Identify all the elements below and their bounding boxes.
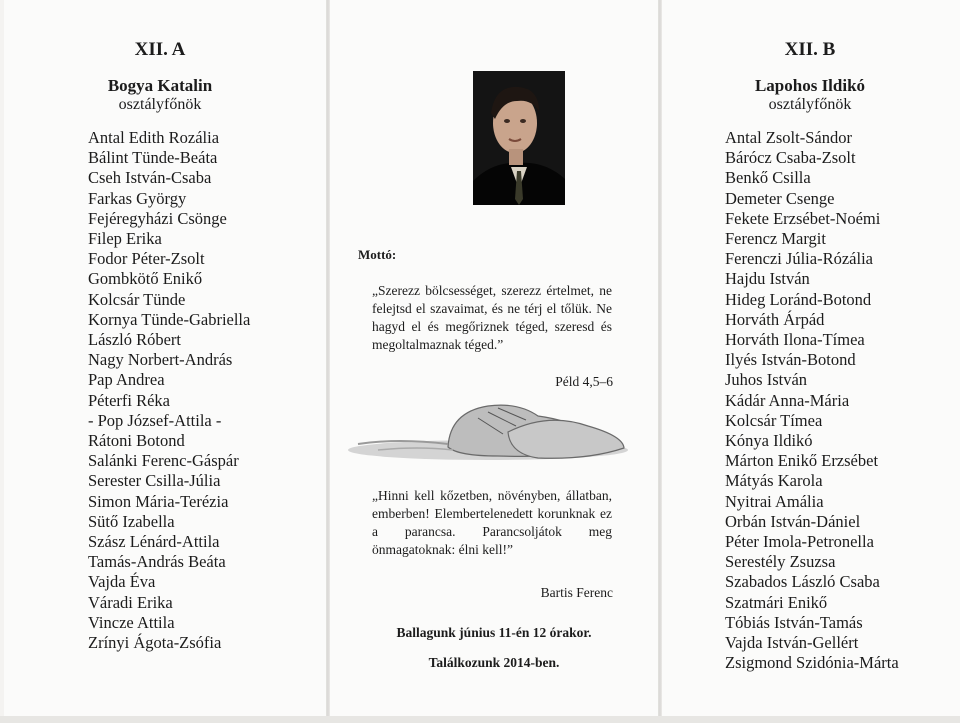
student-name: Cseh István-Csaba [88, 168, 212, 188]
student-name: Péter Imola-Petronella [725, 532, 874, 552]
student-name: Nagy Norbert-András [88, 350, 233, 370]
teacher-role-b: osztályfőnök [768, 96, 852, 113]
student-name: Váradi Erika [88, 592, 173, 612]
class-title-b: XII. B [784, 39, 836, 60]
student-name: Hajdu István [725, 269, 810, 289]
student-name: Bálint Tünde-Beáta [88, 148, 218, 168]
student-name: Vajda Éva [88, 572, 156, 592]
student-name: Szatmári Enikő [725, 592, 828, 612]
class-title-a: XII. A [134, 39, 186, 60]
student-name: Fodor Péter-Zsolt [88, 249, 205, 269]
student-name: Vincze Attila [88, 612, 175, 632]
student-name: Horváth Ilona-Tímea [725, 330, 865, 350]
motto-label: Mottó: [358, 247, 397, 262]
student-name: Szabados László Csaba [725, 572, 880, 592]
student-name: Farkas György [88, 188, 187, 208]
teacher-name-b: Lapohos Ildikó [754, 76, 866, 95]
student-name: Kádár Anna-Mária [725, 390, 850, 410]
student-name: Kornya Tünde-Gabriella [88, 309, 251, 329]
student-name: Kónya Ildikó [725, 431, 813, 451]
student-name: Gombkötő Enikő [88, 269, 203, 289]
student-name: Vajda István-Gellért [725, 633, 859, 653]
student-name: Szász Lénárd-Attila [88, 532, 220, 552]
student-name: Orbán István-Dániel [725, 511, 861, 531]
student-name: Hideg Loránd-Botond [725, 289, 872, 309]
student-name: Zsigmond Szidónia-Márta [725, 653, 899, 673]
student-name: László Róbert [88, 330, 182, 350]
student-name: Serestély Zsuzsa [725, 552, 836, 572]
student-name: Nyitrai Amália [725, 491, 824, 511]
student-name: Bárócz Csaba-Zsolt [725, 148, 856, 168]
student-name: Salánki Ferenc-Gáspár [88, 451, 239, 471]
citation-bible: Péld 4,5–6 [555, 374, 613, 389]
student-name: Fejéregyházi Csönge [88, 208, 227, 228]
quote-bartis: „Hinni kell kőzetben, növényben, állatban, emberben! Elembertelenedett korunknak ez a parancsa. Parancsoljátok meg önmagatoknak: élni kell!” [372, 488, 612, 557]
reunion-info: Találkozunk 2014-ben. [428, 655, 560, 670]
student-name: Kolcsár Tímea [725, 410, 823, 430]
portrait-photo [473, 71, 565, 205]
student-name: Ferencz Margit [725, 229, 826, 249]
student-list-b [725, 128, 899, 673]
student-name: Filep Erika [88, 229, 162, 249]
student-name: Pap Andrea [88, 370, 165, 390]
student-name: Benkő Csilla [725, 168, 811, 188]
student-name: Demeter Csenge [725, 188, 835, 208]
student-name: Fekete Erzsébet-Noémi [725, 208, 881, 228]
teacher-role-a: osztályfőnök [118, 96, 202, 113]
student-name: Péterfi Réka [88, 390, 171, 410]
student-name: Ilyés István-Botond [725, 350, 856, 370]
quote-bible: „Szerezz bölcsességet, szerezz értelmet, ne felejtsd el szavaimat, és ne térj el tőlük. Ne hagyd el és megőriznek téged, szeresd és megoltalmaznak téged.” [372, 283, 612, 352]
student-name: Rátoni Botond [88, 431, 185, 451]
graduation-info: Ballagunk június 11-én 12 órakor. [396, 625, 592, 640]
bottom-edge [0, 716, 960, 723]
student-name: Antal Zsolt-Sándor [725, 128, 852, 147]
student-name: Juhos István [725, 370, 808, 390]
student-name: Sütő Izabella [88, 511, 175, 531]
fold-line-left [326, 0, 330, 718]
student-name: Kolcsár Tünde [88, 289, 186, 309]
student-list-a [88, 128, 250, 653]
student-name: Tóbiás István-Tamás [725, 612, 863, 632]
student-name: Serester Csilla-Júlia [88, 471, 221, 491]
shoes-illustration [338, 392, 628, 472]
student-name: Ferenczi Júlia-Rózália [725, 249, 873, 269]
citation-bartis: Bartis Ferenc [540, 585, 613, 600]
student-name: Zrínyi Ágota-Zsófia [88, 633, 222, 653]
student-name: Horváth Árpád [725, 309, 825, 329]
student-name: Márton Enikő Erzsébet [725, 451, 879, 471]
student-name: - Pop József-Attila - [88, 410, 222, 430]
teacher-name-a: Bogya Katalin [107, 76, 213, 95]
student-name: Antal Edith Rozália [88, 128, 220, 147]
student-name: Tamás-András Beáta [88, 552, 226, 572]
student-name: Mátyás Karola [725, 471, 823, 491]
fold-line-right [658, 0, 662, 718]
student-name: Simon Mária-Terézia [88, 491, 229, 511]
